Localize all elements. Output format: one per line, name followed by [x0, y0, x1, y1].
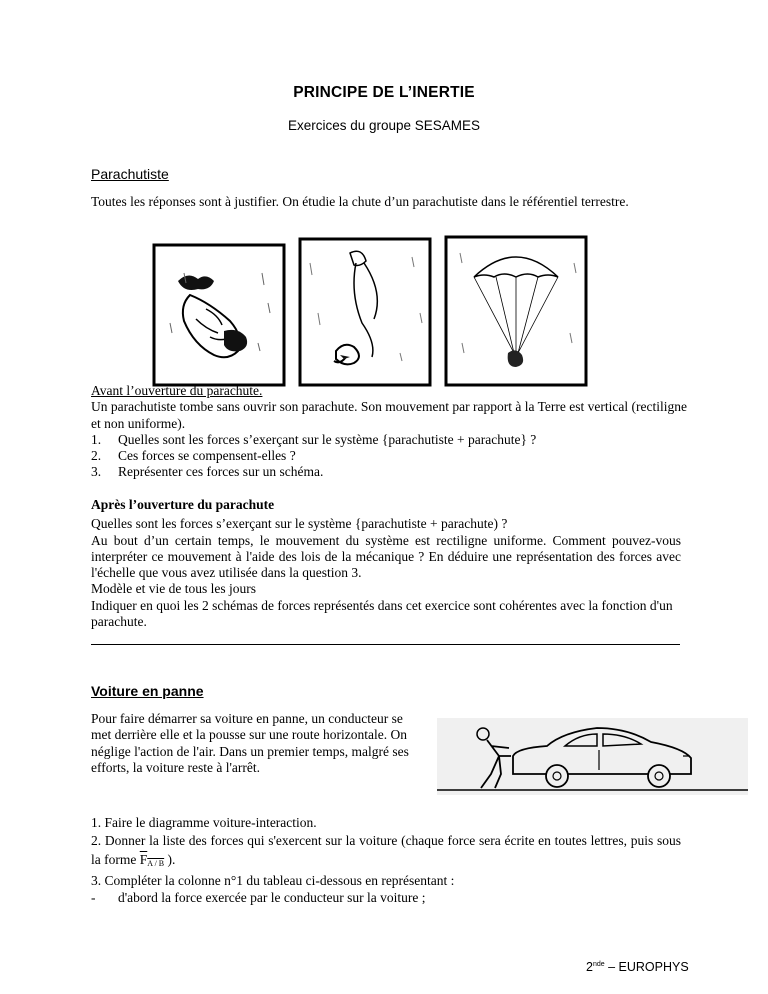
footer-text: – EUROPHYS: [604, 960, 689, 974]
voiture-question-2: [91, 831, 681, 873]
parachutist-opening-figure: [300, 239, 430, 385]
final-question: Indiquer en quoi les 2 schémas de forces représentés dans cet exercice sont cohérentes avec la fonction d'un parachute.: [91, 597, 673, 630]
apres-heading: Après l’ouverture du parachute: [91, 497, 275, 512]
parachutist-freefall-figure: [154, 245, 284, 385]
force-symbol: F: [139, 852, 148, 868]
parachutist-figures: [150, 233, 590, 389]
page-subtitle: Exercices du groupe SESAMES: [287, 118, 481, 133]
car-push-figure: [437, 718, 748, 795]
force-subscript: A / B: [147, 859, 165, 869]
question-text: Ces forces se compensent-elles ?: [118, 448, 296, 464]
section-heading-parachutiste: Parachutiste: [91, 166, 169, 182]
item-text: d'abord la force exercée par le conducteur sur la voiture ;: [118, 889, 426, 905]
apres-question: Quelles sont les forces s’exerçant sur le système {parachutiste + parachute) ?: [91, 516, 508, 532]
page-title: PRINCIPE DE L’INERTIE: [293, 84, 475, 101]
force-notation: [140, 852, 164, 867]
question-number: 2.: [91, 448, 102, 464]
parachutist-open-figure: [446, 237, 586, 385]
voiture-question-3-item: [91, 890, 681, 906]
footer-level: 2: [586, 960, 593, 974]
apres-text: Au bout d’un certain temps, le mouvement du système est rectiligne uniforme. Comment pouvez-vous interpréter ce mouvement à l'aide des lois de la mécanique ? En déduire une représentation des forces avec l'échelle que vous avez utilisée dans la question 3.: [91, 532, 681, 581]
question-text: Représenter ces forces sur un schéma.: [118, 464, 324, 480]
list-dash: -: [91, 889, 96, 905]
question-number: 1.: [91, 431, 102, 447]
voiture-questions: [91, 815, 681, 906]
question-number: 3.: [91, 464, 102, 480]
avant-question-1: [91, 432, 691, 448]
voiture-intro: Pour faire démarrer sa voiture en panne, un conducteur se met derrière elle et la pousse sur une route horizontale. On néglige l'action de l'air. Dans un premier temps, malgré ses efforts, la voiture reste à l'arrêt.: [91, 711, 409, 775]
apres-block: [91, 497, 681, 630]
modele-heading: Modèle et vie de tous les jours: [91, 581, 256, 597]
question-text: Quelles sont les forces s’exerçant sur le système {parachutiste + parachute} ?: [118, 431, 537, 447]
page-footer: [586, 960, 689, 974]
parachutiste-intro: Toutes les réponses sont à justifier. On étudie la chute d’un parachutiste dans le référentiel terrestre.: [91, 194, 629, 209]
avant-text: Un parachutiste tombe sans ouvrir son parachute. Son mouvement par rapport à la Terre est vertical (rectiligne et non uniforme).: [91, 399, 687, 431]
question-text: 2. Donner la liste des forces qui s'exercent sur la voiture (chaque force sera écrite en toutes lettres, puis sous la forme: [91, 833, 681, 868]
avant-block: [91, 383, 691, 481]
section-heading-voiture: Voiture en panne: [91, 683, 204, 699]
avant-question-3: [91, 464, 691, 480]
question-text-end: ).: [164, 852, 176, 868]
avant-heading: Avant l’ouverture du parachute.: [91, 383, 263, 398]
voiture-question-3: 3. Compléter la colonne n°1 du tableau ci-dessous en représentant :: [91, 873, 455, 889]
section-divider: [91, 644, 680, 645]
voiture-question-1: 1. Faire le diagramme voiture-interaction.: [91, 815, 317, 830]
footer-level-sup: nde: [592, 960, 605, 968]
avant-question-2: [91, 448, 691, 464]
